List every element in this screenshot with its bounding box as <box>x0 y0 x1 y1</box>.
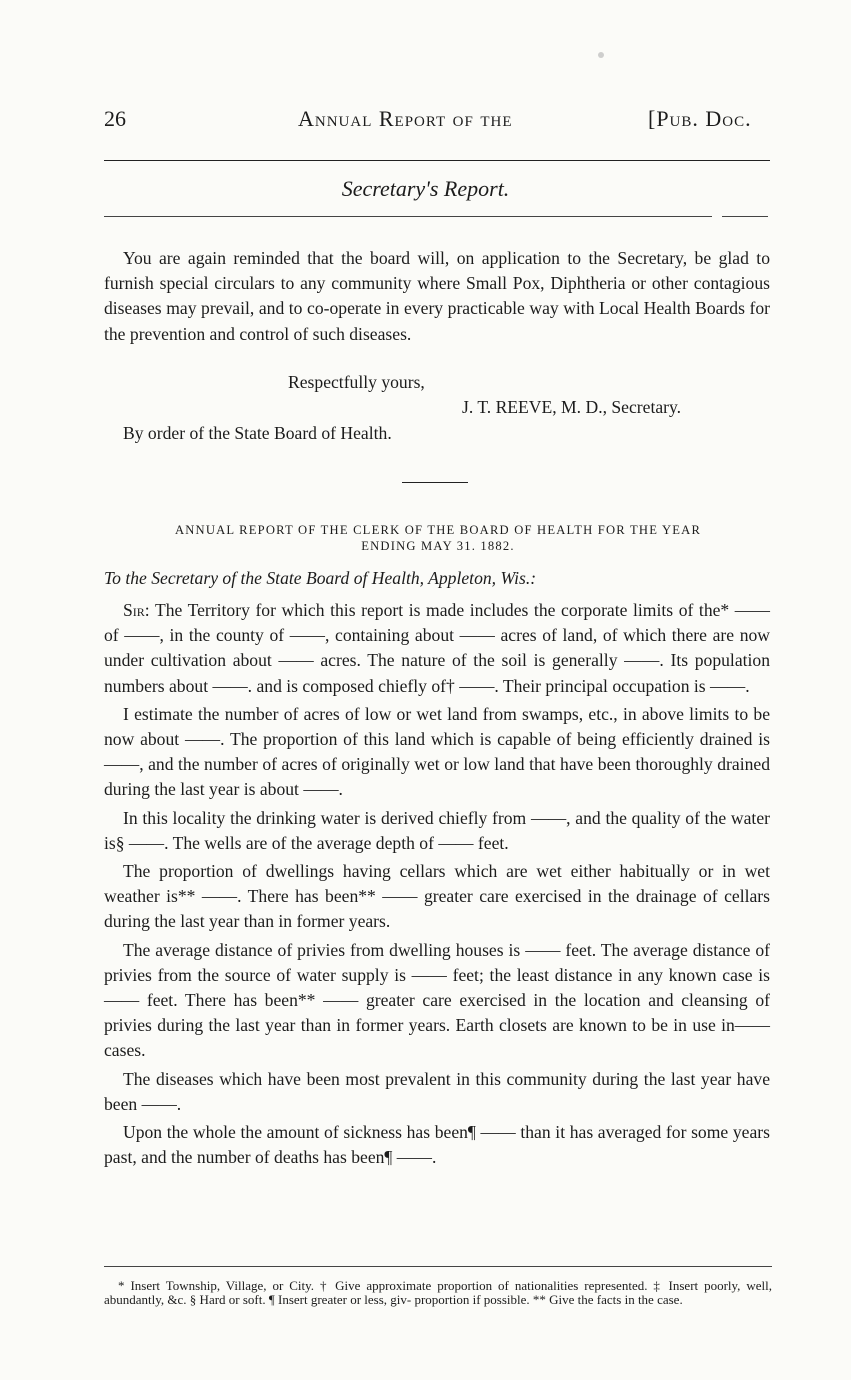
footnotes <box>104 1279 772 1307</box>
secretary-letter <box>104 246 770 347</box>
clerk-report-body <box>104 598 770 1170</box>
sir-word: Sir: <box>123 600 150 620</box>
report-paragraph-2: I estimate the number of acres of low or wet land from swamps, etc., in above limits to be now about ——. The proportion of this land which is capable of being efficiently drained is ——, and the number of acres of originally wet or low land that have been thoroughly drained during the last year is about ——. <box>104 703 770 800</box>
page-speck <box>598 52 604 58</box>
salutation: To the Secretary of the State Board of Health, Appleton, Wis.: <box>104 568 537 588</box>
clerk-heading-line2: ENDING MAY 31. 1882. <box>361 539 515 553</box>
clerk-heading-line1: ANNUAL REPORT OF THE CLERK OF THE BOARD OF HEALTH FOR THE YEAR <box>174 523 702 537</box>
letter-signature: J. T. REEVE, M. D., Secretary. <box>462 397 682 417</box>
publication-label: [Pub. Doc. <box>648 106 752 131</box>
letter-order-line: By order of the State Board of Health. <box>123 423 392 443</box>
section-title: Secretary's Report. <box>341 176 510 201</box>
header-rule <box>104 160 770 161</box>
report-paragraph-3: In this locality the drinking water is derived chiefly from ——, and the quality of the water is§ ——. The wells are of the average depth of —— feet. <box>104 807 770 853</box>
report-paragraph-7: Upon the whole the amount of sickness has been¶ —— than it has averaged for some years past, and the number of deaths has been¶ ——. <box>104 1122 770 1168</box>
divider-rule <box>402 482 468 483</box>
clerk-report-heading <box>104 522 772 554</box>
letter-closing: Respectfully yours, <box>288 372 425 392</box>
report-paragraph-4: The proportion of dwellings having cellars which are wet either habitually or in wet weather is** ——. There has been** —— greater care exercised in the drainage of cellars during the last year than in former years. <box>104 861 770 932</box>
report-paragraph-6: The diseases which have been most prevalent in this community during the last year have been ——. <box>104 1068 770 1114</box>
report-paragraph-1 <box>104 598 770 699</box>
footnote-text: * Insert Township, Village, or City. † Give approximate proportion of nationalities represented. ‡ Insert poorly, well, abundantly, &c. § Hard or soft. ¶ Insert greater or less, giv- proportion if possible. ** Give the facts in the case. <box>104 1278 772 1307</box>
page-number: 26 <box>104 106 126 131</box>
section-rule-left <box>104 216 712 217</box>
section-rule-right <box>722 216 768 217</box>
report-paragraph-5: The average distance of privies from dwelling houses is —— feet. The average distance of privies from the source of water supply is —— feet; the least distance in any known case is —— feet. There has been** —— greater care exercised in the location and cleansing of privies during the last year than in former years. Earth closets are known to be in use in—— cases. <box>104 939 770 1061</box>
running-title: Annual Report of the <box>298 106 513 131</box>
secretary-paragraph: You are again reminded that the board will, on application to the Secretary, be glad to furnish special circulars to any community where Small Pox, Diphtheria or other contagious diseases may prevail, and to co-operate in every practicable way with Local Health Boards for the prevention and control of such diseases. <box>104 248 770 344</box>
footnote-rule <box>104 1266 772 1267</box>
report-paragraph-1-text: The Territory for which this report is made includes the corporate limits of the* —— of ——, in the county of ——, containing about —— acres of land, of which there are now under cultivation about —— acres. The nature of the soil is generally ——. Its population numbers about ——. and is composed chiefly of† ——. Their principal occupation is ——. <box>104 600 770 696</box>
